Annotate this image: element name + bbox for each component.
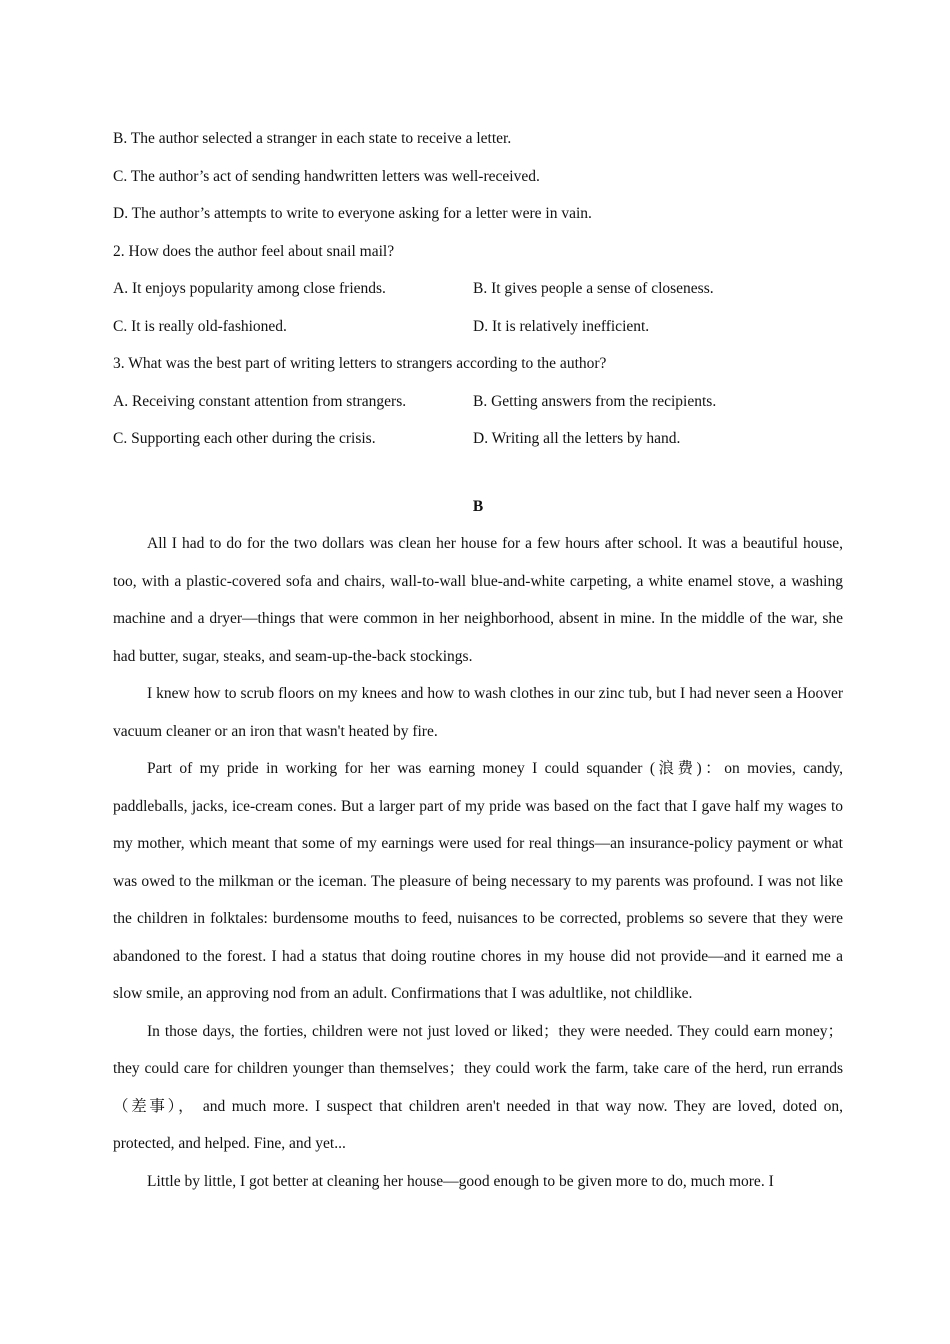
section-b-title: B xyxy=(472,497,484,515)
q2-option-c: C. It is really old-fashioned. xyxy=(113,317,287,335)
passage-paragraph-4: In those days, the forties, children were not just loved or liked；they were needed. They could earn money；they could care for children younger than themselves；they could work the farm, take care of the herd, run errands（差事）， and much more. I suspect that children aren't needed in that way now. They are loved, doted on, protected, and helped. Fine, and yet... xyxy=(113,1022,843,1152)
q2-options-row-1 xyxy=(113,270,843,308)
q1-option-d: D. The author’s attempts to write to everyone asking for a letter were in vain. xyxy=(113,205,592,222)
q3-stem: 3. What was the best part of writing letters to strangers according to the author? xyxy=(113,355,607,372)
q2-option-a: A. It enjoys popularity among close friends. xyxy=(113,280,386,297)
q3-options-row-2 xyxy=(113,420,843,458)
q3-option-d: D. Writing all the letters by hand. xyxy=(473,430,681,447)
passage-paragraph-5: Little by little, I got better at cleaning her house—good enough to be given more to do, much more. I xyxy=(147,1172,774,1190)
q3-option-a: A. Receiving constant attention from strangers. xyxy=(113,392,407,410)
passage-paragraph-2: I knew how to scrub floors on my knees and how to wash clothes in our zinc tub, but I had never seen a Hoover vacuum cleaner or an iron that wasn't heated by fire. xyxy=(113,685,843,740)
passage-paragraph-1: All I had to do for the two dollars was clean her house for a few hours after school. It was a beautiful house, too, with a plastic-covered sofa and chairs, wall-to-wall blue-and-white carpeting, a white enamel stove, a washing machine and a dryer—things that were common in her neighborhood, absent in mine. In the middle of the war, she had butter, sugar, steaks, and seam-up-the-back stockings. xyxy=(113,535,843,665)
q1-option-b: B. The author selected a stranger in each state to receive a letter. xyxy=(113,130,512,147)
q3-option-c: C. Supporting each other during the crisis. xyxy=(113,430,376,447)
passage-paragraph-3: Part of my pride in working for her was earning money I could squander (浪费)：on movies, candy, paddleballs, jacks, ice-cream cones. But a larger part of my pride was based on the fact that I gave half my wages to my mother, which meant that some of my earnings were used for real things—an insurance-policy payment or what was owed to the milkman or the iceman. The pleasure of being necessary to my parents was profound. I was not like the children in folktales: burdensome mouths to feed, nuisances to be corrected, problems so severe that they were abandoned to the forest. I had a status that doing routine chores in my house did not provide—and it earned me a slow smile, an approving nod from an adult. Confirmations that I was adultlike, not childlike. xyxy=(113,760,843,1002)
document-page xyxy=(113,120,843,1200)
q2-options-row-2 xyxy=(113,308,843,346)
q1-option-c: C. The author’s act of sending handwritten letters was well-received. xyxy=(113,167,540,185)
q3-option-b: B. Getting answers from the recipients. xyxy=(473,392,717,410)
q3-options-row-1 xyxy=(113,383,843,421)
q2-stem: 2. How does the author feel about snail mail? xyxy=(113,242,395,260)
q2-option-d: D. It is relatively inefficient. xyxy=(473,317,650,335)
q2-option-b: B. It gives people a sense of closeness. xyxy=(473,280,714,297)
